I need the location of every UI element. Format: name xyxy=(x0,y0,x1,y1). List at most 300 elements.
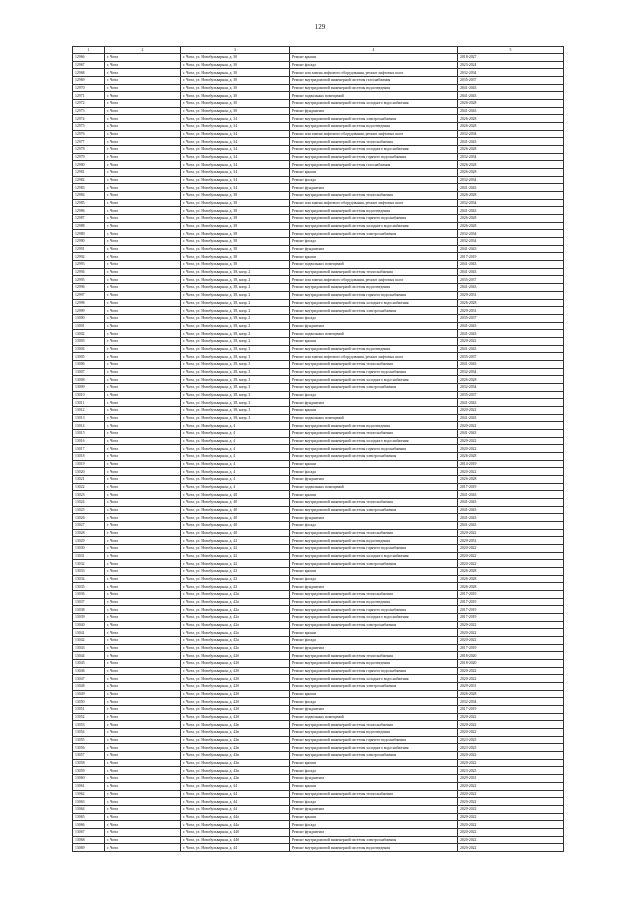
period-cell: 2020-2022 xyxy=(458,545,564,553)
municipality-cell: г. Чита xyxy=(105,253,181,261)
address-cell: г. Чита, ул. Новобульварная, д. 42б xyxy=(181,690,290,698)
address-cell: г. Чита, ул. Новобульварная, д. 30 xyxy=(181,54,290,62)
period-cell: 2041-2043 xyxy=(458,107,564,115)
table-row xyxy=(73,422,564,430)
period-cell: 2018-2020 xyxy=(458,652,564,660)
period-cell: 2041-2043 xyxy=(458,506,564,514)
address-cell: г. Чита, ул. Новобульварная, д. 4 xyxy=(181,460,290,468)
municipality-cell: г. Чита xyxy=(105,775,181,783)
municipality-cell: г. Чита xyxy=(105,752,181,760)
row-number-cell: 13050 xyxy=(73,698,105,706)
period-cell: 2032-2034 xyxy=(458,230,564,238)
municipality-cell: г. Чита xyxy=(105,575,181,583)
period-cell: 2041-2043 xyxy=(458,514,564,522)
table-row xyxy=(73,253,564,261)
row-number-cell: 13035 xyxy=(73,583,105,591)
work-type-cell: Ремонт внутридомовой инженерной системы теплоснабжения xyxy=(290,268,458,276)
row-number-cell: 13067 xyxy=(73,828,105,836)
table-row xyxy=(73,660,564,668)
municipality-cell: г. Чита xyxy=(105,238,181,246)
municipality-cell: г. Чита xyxy=(105,782,181,790)
table-row xyxy=(73,759,564,767)
work-type-cell: Ремонт подвальных помещений xyxy=(290,92,458,100)
table-row xyxy=(73,552,564,560)
table-row xyxy=(73,230,564,238)
address-cell: г. Чита, ул. Новобульварная, д. 40 xyxy=(181,506,290,514)
table-row xyxy=(73,575,564,583)
period-cell: 2026-2028 xyxy=(458,146,564,154)
work-type-cell: Ремонт внутридомовой инженерной системы горячего водоснабжения xyxy=(290,545,458,553)
address-cell: г. Чита, ул. Новобульварная, д. 38 xyxy=(181,199,290,207)
table-row xyxy=(73,652,564,660)
row-number-cell: 13004 xyxy=(73,345,105,353)
row-number-cell: 13032 xyxy=(73,560,105,568)
row-number-cell: 13018 xyxy=(73,452,105,460)
address-cell: г. Чита, ул. Новобульварная, д. 40 xyxy=(181,529,290,537)
address-cell: г. Чита, ул. Новобульварная, д. 42в xyxy=(181,736,290,744)
row-number-cell: 12990 xyxy=(73,238,105,246)
address-cell: г. Чита, ул. Новобульварная, д. 34 xyxy=(181,161,290,169)
row-number-cell: 13048 xyxy=(73,683,105,691)
municipality-cell: г. Чита xyxy=(105,537,181,545)
address-cell: г. Чита, ул. Новобульварная, д. 42б xyxy=(181,675,290,683)
address-cell: г. Чита, ул. Новобульварная, д. 38 xyxy=(181,222,290,230)
address-cell: г. Чита, ул. Новобульварная, д. 38 xyxy=(181,192,290,200)
table-row xyxy=(73,353,564,361)
address-cell: г. Чита, ул. Новобульварная, д. 34 xyxy=(181,146,290,154)
row-number-cell: 13066 xyxy=(73,821,105,829)
table-row xyxy=(73,498,564,506)
work-type-cell: Ремонт фундамента xyxy=(290,399,458,407)
work-type-cell: Ремонт внутридомовой инженерной системы электроснабжения xyxy=(290,752,458,760)
table-row xyxy=(73,345,564,353)
table-row xyxy=(73,307,564,315)
period-cell: 2026-2028 xyxy=(458,568,564,576)
table-row xyxy=(73,330,564,338)
address-cell: г. Чита, ул. Новобульварная, д. 34 xyxy=(181,130,290,138)
table-row xyxy=(73,683,564,691)
period-cell: 2029-2031 xyxy=(458,307,564,315)
period-cell: 2026-2028 xyxy=(458,452,564,460)
address-cell: г. Чита, ул. Новобульварная, д. 42б xyxy=(181,683,290,691)
address-cell: г. Чита, ул. Новобульварная, д. 42б xyxy=(181,713,290,721)
work-type-cell: Ремонт фасада xyxy=(290,238,458,246)
municipality-cell: г. Чита xyxy=(105,729,181,737)
address-cell: г. Чита, ул. Новобульварная, д. 38, копр. 2 xyxy=(181,337,290,345)
table-row xyxy=(73,69,564,77)
table-row xyxy=(73,506,564,514)
row-number-cell: 12975 xyxy=(73,123,105,131)
table-row xyxy=(73,545,564,553)
row-number-cell: 13013 xyxy=(73,414,105,422)
work-type-cell: Ремонт крыши xyxy=(290,759,458,767)
table-row xyxy=(73,637,564,645)
work-type-cell: Ремонт внутридомовой инженерной системы холодного водоснабжения xyxy=(290,744,458,752)
table-row xyxy=(73,706,564,714)
work-type-cell: Ремонт внутридомовой инженерной системы водоотведения xyxy=(290,537,458,545)
table-row xyxy=(73,844,564,852)
row-number-cell: 12973 xyxy=(73,107,105,115)
table-row xyxy=(73,752,564,760)
table-body xyxy=(73,54,564,852)
work-type-cell: Ремонт внутридомовой инженерной системы горячего водоснабжения xyxy=(290,368,458,376)
municipality-cell: г. Чита xyxy=(105,299,181,307)
table-row xyxy=(73,100,564,108)
municipality-cell: г. Чита xyxy=(105,192,181,200)
address-cell: г. Чита, ул. Новобульварная, д. 38 xyxy=(181,230,290,238)
row-number-cell: 13010 xyxy=(73,391,105,399)
municipality-cell: г. Чита xyxy=(105,176,181,184)
address-cell: г. Чита, ул. Новобульварная, д. 42в xyxy=(181,721,290,729)
period-cell: 2020-2022 xyxy=(458,813,564,821)
municipality-cell: г. Чита xyxy=(105,261,181,269)
row-number-cell: 13024 xyxy=(73,498,105,506)
work-type-cell: Ремонт внутридомовой инженерной системы холодного водоснабжения xyxy=(290,552,458,560)
row-number-cell: 12991 xyxy=(73,245,105,253)
row-number-cell: 12989 xyxy=(73,230,105,238)
work-type-cell: Ремонт внутридомовой инженерной системы холодного водоснабжения xyxy=(290,675,458,683)
period-cell: 2041-2043 xyxy=(458,521,564,529)
municipality-cell: г. Чита xyxy=(105,284,181,292)
municipality-cell: г. Чита xyxy=(105,207,181,215)
address-cell: г. Чита, ул. Новобульварная, д. 4 xyxy=(181,452,290,460)
period-cell: 2018-2020 xyxy=(458,660,564,668)
municipality-cell: г. Чита xyxy=(105,138,181,146)
work-type-cell: Ремонт фасада xyxy=(290,61,458,69)
address-cell: г. Чита, ул. Новобульварная, д. 38 xyxy=(181,238,290,246)
period-cell: 2041-2043 xyxy=(458,138,564,146)
header-col-5: 5 xyxy=(458,47,564,54)
period-cell: 2035-2037 xyxy=(458,77,564,85)
work-type-cell: Ремонт внутридомовой инженерной системы теплоснабжения xyxy=(290,192,458,200)
address-cell: г. Чита, ул. Новобульварная, д. 38, копр. 2 xyxy=(181,276,290,284)
table-row xyxy=(73,667,564,675)
address-cell: г. Чита, ул. Новобульварная, д. 34 xyxy=(181,184,290,192)
address-cell: г. Чита, ул. Новобульварная, д. 42в xyxy=(181,729,290,737)
table-row xyxy=(73,729,564,737)
table-row xyxy=(73,767,564,775)
table-header-row xyxy=(73,47,564,54)
period-cell: 2020-2022 xyxy=(458,445,564,453)
period-cell: 2017-2019 xyxy=(458,598,564,606)
address-cell: г. Чита, ул. Новобульварная, д. 4 xyxy=(181,483,290,491)
period-cell: 2020-2022 xyxy=(458,552,564,560)
municipality-cell: г. Чита xyxy=(105,153,181,161)
table-row xyxy=(73,238,564,246)
period-cell: 2026-2028 xyxy=(458,115,564,123)
address-cell: г. Чита, ул. Новобульварная, д. 38, копр. 3 xyxy=(181,414,290,422)
row-number-cell: 13019 xyxy=(73,460,105,468)
municipality-cell: г. Чита xyxy=(105,675,181,683)
municipality-cell: г. Чита xyxy=(105,591,181,599)
period-cell: 2029-2031 xyxy=(458,537,564,545)
table-row xyxy=(73,138,564,146)
table-row xyxy=(73,146,564,154)
period-cell: 2035-2037 xyxy=(458,353,564,361)
work-type-cell: Ремонт внутридомовой инженерной системы электроснабжения xyxy=(290,560,458,568)
address-cell: г. Чита, ул. Новобульварная, д. 42в xyxy=(181,767,290,775)
table-row xyxy=(73,123,564,131)
row-number-cell: 13020 xyxy=(73,468,105,476)
row-number-cell: 13017 xyxy=(73,445,105,453)
work-type-cell: Ремонт внутридомовой инженерной системы электроснабжения xyxy=(290,452,458,460)
row-number-cell: 13069 xyxy=(73,844,105,852)
municipality-cell: г. Чита xyxy=(105,583,181,591)
table-row xyxy=(73,437,564,445)
work-type-cell: Ремонт внутридомовой инженерной системы газоснабжения xyxy=(290,77,458,85)
work-type-cell: Ремонт крыши xyxy=(290,460,458,468)
row-number-cell: 12998 xyxy=(73,299,105,307)
work-type-cell: Ремонт внутридомовой инженерной системы холодного водоснабжения xyxy=(290,100,458,108)
address-cell: г. Чита, ул. Новобульварная, д. 30 xyxy=(181,107,290,115)
row-number-cell: 12976 xyxy=(73,130,105,138)
table-row xyxy=(73,805,564,813)
row-number-cell: 13016 xyxy=(73,437,105,445)
municipality-cell: г. Чита xyxy=(105,184,181,192)
address-cell: г. Чита, ул. Новобульварная, д. 42 xyxy=(181,568,290,576)
period-cell: 2020-2022 xyxy=(458,422,564,430)
work-type-cell: Ремонт фундамента xyxy=(290,107,458,115)
row-number-cell: 13033 xyxy=(73,568,105,576)
work-type-cell: Ремонт или замена лифтового оборудования, ремонт лифтовых шахт xyxy=(290,130,458,138)
work-type-cell: Ремонт подвальных помещений xyxy=(290,330,458,338)
municipality-cell: г. Чита xyxy=(105,767,181,775)
row-number-cell: 13036 xyxy=(73,591,105,599)
table-row xyxy=(73,798,564,806)
address-cell: г. Чита, ул. Новобульварная, д. 4 xyxy=(181,445,290,453)
row-number-cell: 13049 xyxy=(73,690,105,698)
address-cell: г. Чита, ул. Новобульварная, д. 42а xyxy=(181,614,290,622)
period-cell: 2032-2034 xyxy=(458,153,564,161)
municipality-cell: г. Чита xyxy=(105,813,181,821)
period-cell: 2020-2022 xyxy=(458,759,564,767)
work-type-cell: Ремонт внутридомовой инженерной системы электроснабжения xyxy=(290,115,458,123)
address-cell: г. Чита, ул. Новобульварная, д. 42 xyxy=(181,545,290,553)
row-number-cell: 13051 xyxy=(73,706,105,714)
address-cell: г. Чита, ул. Новобульварная, д. 4 xyxy=(181,422,290,430)
municipality-cell: г. Чита xyxy=(105,61,181,69)
table-row xyxy=(73,598,564,606)
municipality-cell: г. Чита xyxy=(105,706,181,714)
address-cell: г. Чита, ул. Новобульварная, д. 42в xyxy=(181,744,290,752)
period-cell: 2041-2043 xyxy=(458,330,564,338)
table-row xyxy=(73,115,564,123)
row-number-cell: 12994 xyxy=(73,268,105,276)
period-cell: 2026-2028 xyxy=(458,192,564,200)
table-row xyxy=(73,475,564,483)
address-cell: г. Чита, ул. Новобульварная, д. 42а xyxy=(181,621,290,629)
work-type-cell: Ремонт внутридомовой инженерной системы водоотведения xyxy=(290,660,458,668)
work-type-cell: Ремонт внутридомовой инженерной системы водоотведения xyxy=(290,123,458,131)
period-cell: 2032-2034 xyxy=(458,199,564,207)
address-cell: г. Чита, ул. Новобульварная, д. 38, копр. 3 xyxy=(181,353,290,361)
work-type-cell: Ремонт внутридомовой инженерной системы горячего водоснабжения xyxy=(290,153,458,161)
table-row xyxy=(73,261,564,269)
header-col-2: 2 xyxy=(105,47,181,54)
address-cell: г. Чита, ул. Новобульварная, д. 38, копр. 3 xyxy=(181,383,290,391)
municipality-cell: г. Чита xyxy=(105,360,181,368)
table-row xyxy=(73,713,564,721)
table-row xyxy=(73,207,564,215)
row-number-cell: 13061 xyxy=(73,782,105,790)
work-type-cell: Ремонт фундамента xyxy=(290,322,458,330)
work-type-cell: Ремонт крыши xyxy=(290,406,458,414)
work-type-cell: Ремонт внутридомовой инженерной системы теплоснабжения xyxy=(290,721,458,729)
period-cell: 2017-2019 xyxy=(458,253,564,261)
table-row xyxy=(73,184,564,192)
row-number-cell: 12968 xyxy=(73,69,105,77)
work-type-cell: Ремонт или замена лифтового оборудования, ремонт лифтовых шахт xyxy=(290,199,458,207)
address-cell: г. Чита, ул. Новобульварная, д. 44 xyxy=(181,805,290,813)
work-type-cell: Ремонт крыши xyxy=(290,54,458,62)
table-row xyxy=(73,775,564,783)
period-cell: 2041-2043 xyxy=(458,498,564,506)
table-row xyxy=(73,77,564,85)
table-row xyxy=(73,529,564,537)
municipality-cell: г. Чита xyxy=(105,69,181,77)
period-cell: 2017-2019 xyxy=(458,614,564,622)
work-type-cell: Ремонт или замена лифтового оборудования, ремонт лифтовых шахт xyxy=(290,353,458,361)
table-row xyxy=(73,468,564,476)
work-type-cell: Ремонт внутридомовой инженерной системы электроснабжения xyxy=(290,621,458,629)
work-type-cell: Ремонт фасада xyxy=(290,575,458,583)
period-cell: 2020-2022 xyxy=(458,828,564,836)
address-cell: г. Чита, ул. Новобульварная, д. 38, копр. 2 xyxy=(181,314,290,322)
period-cell: 2020-2022 xyxy=(458,675,564,683)
municipality-cell: г. Чита xyxy=(105,836,181,844)
address-cell: г. Чита, ул. Новобульварная, д. 34 xyxy=(181,123,290,131)
municipality-cell: г. Чита xyxy=(105,337,181,345)
row-number-cell: 13060 xyxy=(73,775,105,783)
address-cell: г. Чита, ул. Новобульварная, д. 44б xyxy=(181,828,290,836)
period-cell: 2035-2037 xyxy=(458,391,564,399)
work-type-cell: Ремонт внутридомовой инженерной системы теплоснабжения xyxy=(290,529,458,537)
municipality-cell: г. Чита xyxy=(105,621,181,629)
period-cell: 2026-2028 xyxy=(458,123,564,131)
row-number-cell: 12986 xyxy=(73,207,105,215)
table-row xyxy=(73,621,564,629)
address-cell: г. Чита, ул. Новобульварная, д. 38, копр. 3 xyxy=(181,399,290,407)
municipality-cell: г. Чита xyxy=(105,460,181,468)
work-type-cell: Ремонт крыши xyxy=(290,169,458,177)
work-type-cell: Ремонт внутридомовой инженерной системы горячего водоснабжения xyxy=(290,606,458,614)
municipality-cell: г. Чита xyxy=(105,353,181,361)
address-cell: г. Чита, ул. Новобульварная, д. 30 xyxy=(181,77,290,85)
work-type-cell: Ремонт или замена лифтового оборудования, ремонт лифтовых шахт xyxy=(290,276,458,284)
header-col-3: 3 xyxy=(181,47,290,54)
address-cell: г. Чита, ул. Новобульварная, д. 4 xyxy=(181,468,290,476)
row-number-cell: 12987 xyxy=(73,215,105,223)
row-number-cell: 12982 xyxy=(73,176,105,184)
work-type-cell: Ремонт фасада xyxy=(290,767,458,775)
work-type-cell: Ремонт крыши xyxy=(290,253,458,261)
period-cell: 2020-2022 xyxy=(458,437,564,445)
address-cell: г. Чита, ул. Новобульварная, д. 40 xyxy=(181,498,290,506)
period-cell: 2041-2043 xyxy=(458,491,564,499)
address-cell: г. Чита, ул. Новобульварная, д. 38, копр. 2 xyxy=(181,307,290,315)
row-number-cell: 12984 xyxy=(73,192,105,200)
period-cell: 2041-2043 xyxy=(458,399,564,407)
row-number-cell: 13007 xyxy=(73,368,105,376)
work-type-cell: Ремонт фундамента xyxy=(290,583,458,591)
period-cell: 2026-2028 xyxy=(458,376,564,384)
municipality-cell: г. Чита xyxy=(105,545,181,553)
table-row xyxy=(73,337,564,345)
period-cell: 2026-2028 xyxy=(458,475,564,483)
address-cell: г. Чита, ул. Новобульварная, д. 38, копр. 3 xyxy=(181,368,290,376)
work-type-cell: Ремонт фасада xyxy=(290,468,458,476)
work-type-cell: Ремонт фасада xyxy=(290,798,458,806)
row-number-cell: 13022 xyxy=(73,483,105,491)
municipality-cell: г. Чита xyxy=(105,445,181,453)
address-cell: г. Чита, ул. Новобульварная, д. 42б xyxy=(181,667,290,675)
period-cell: 2032-2034 xyxy=(458,130,564,138)
municipality-cell: г. Чита xyxy=(105,422,181,430)
work-type-cell: Ремонт крыши xyxy=(290,491,458,499)
period-cell: 2023-2025 xyxy=(458,767,564,775)
row-number-cell: 13009 xyxy=(73,383,105,391)
work-type-cell: Ремонт подвальных помещений xyxy=(290,713,458,721)
table-row xyxy=(73,836,564,844)
period-cell: 2020-2022 xyxy=(458,790,564,798)
period-cell: 2020-2022 xyxy=(458,337,564,345)
row-number-cell: 13041 xyxy=(73,629,105,637)
work-type-cell: Ремонт крыши xyxy=(290,690,458,698)
table-row xyxy=(73,744,564,752)
table-row xyxy=(73,130,564,138)
table-row xyxy=(73,644,564,652)
municipality-cell: г. Чита xyxy=(105,660,181,668)
table-row xyxy=(73,445,564,453)
municipality-cell: г. Чита xyxy=(105,314,181,322)
table-row xyxy=(73,314,564,322)
municipality-cell: г. Чита xyxy=(105,498,181,506)
address-cell: г. Чита, ул. Новобульварная, д. 38, копр. 2 xyxy=(181,284,290,292)
address-cell: г. Чита, ул. Новобульварная, д. 44 xyxy=(181,782,290,790)
municipality-cell: г. Чита xyxy=(105,123,181,131)
address-cell: г. Чита, ул. Новобульварная, д. 40 xyxy=(181,491,290,499)
municipality-cell: г. Чита xyxy=(105,736,181,744)
address-cell: г. Чита, ул. Новобульварная, д. 30 xyxy=(181,92,290,100)
work-type-cell: Ремонт внутридомовой инженерной системы электроснабжения xyxy=(290,506,458,514)
address-cell: г. Чита, ул. Новобульварная, д. 42а xyxy=(181,606,290,614)
municipality-cell: г. Чита xyxy=(105,199,181,207)
period-cell: 2032-2034 xyxy=(458,698,564,706)
table-row xyxy=(73,721,564,729)
address-cell: г. Чита, ул. Новобульварная, д. 42в xyxy=(181,752,290,760)
address-cell: г. Чита, ул. Новобульварная, д. 38, копр. 2 xyxy=(181,299,290,307)
row-number-cell: 13063 xyxy=(73,798,105,806)
period-cell: 2023-2025 xyxy=(458,744,564,752)
table-row xyxy=(73,391,564,399)
row-number-cell: 13055 xyxy=(73,736,105,744)
row-number-cell: 13023 xyxy=(73,491,105,499)
row-number-cell: 13056 xyxy=(73,744,105,752)
period-cell: 2020-2022 xyxy=(458,406,564,414)
address-cell: г. Чита, ул. Новобульварная, д. 42 xyxy=(181,583,290,591)
row-number-cell: 13054 xyxy=(73,729,105,737)
row-number-cell: 12979 xyxy=(73,153,105,161)
address-cell: г. Чита, ул. Новобульварная, д. 38 xyxy=(181,207,290,215)
table-row xyxy=(73,192,564,200)
work-type-cell: Ремонт фундамента xyxy=(290,514,458,522)
row-number-cell: 13058 xyxy=(73,759,105,767)
row-number-cell: 13039 xyxy=(73,614,105,622)
municipality-cell: г. Чита xyxy=(105,629,181,637)
period-cell: 2041-2043 xyxy=(458,261,564,269)
address-cell: г. Чита, ул. Новобульварная, д. 30 xyxy=(181,84,290,92)
row-number-cell: 12967 xyxy=(73,61,105,69)
